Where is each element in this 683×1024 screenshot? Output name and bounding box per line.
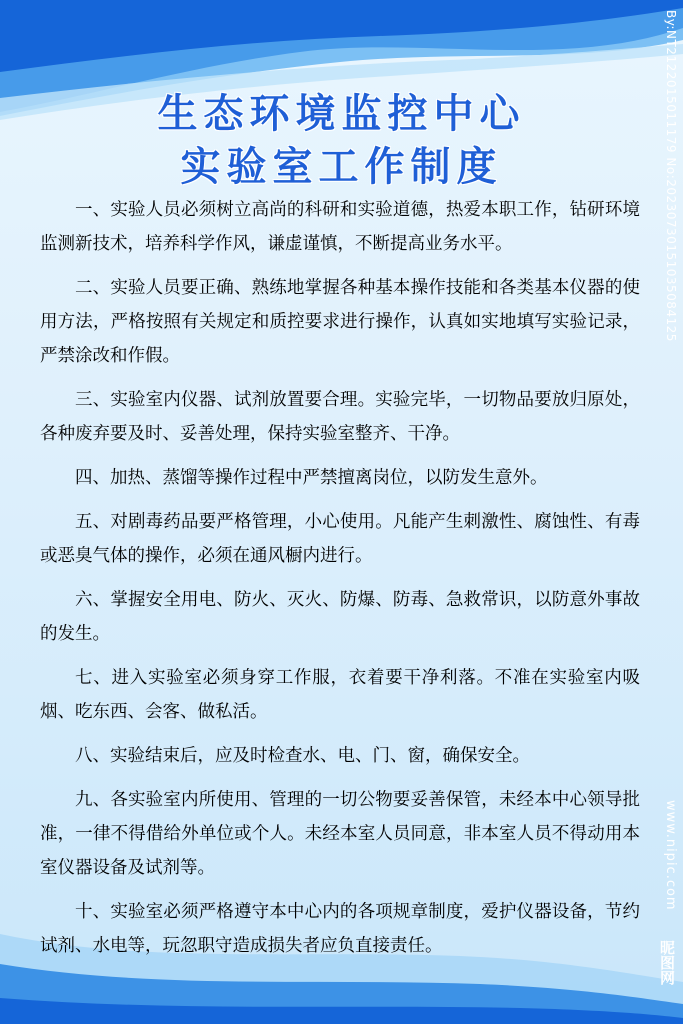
watermark-strip — [659, 0, 681, 1024]
watermark-logo: 昵图网 — [658, 940, 676, 985]
page-title-line-1: 生态环境监控中心 — [157, 91, 526, 137]
clause-6: 六、掌握安全用电、防火、灭火、防爆、防毒、急救常识，以防意外事故的发生。 — [40, 590, 640, 644]
rules-body — [40, 193, 640, 973]
clause-3: 三、实验室内仪器、试剂放置要合理。实验完毕，一切物品要放归原处，各种废弃要及时、妥善处理，保持实验室整齐、干净。 — [40, 390, 640, 444]
watermark-site-text: www.nipic.com — [663, 800, 678, 911]
watermark-id-text: By:NT2122015011179 No:20230730151035084125 — [664, 10, 678, 342]
clause-7: 七、进入实验室必须身穿工作服，衣着要干净利落。不准在实验室内吸烟、吃东西、会客、做私活。 — [40, 668, 640, 722]
clause-10: 十、实验室必须严格遵守本中心内的各项规章制度，爱护仪器设备，节约试剂、水电等，玩忽职守造成损失者应负直接责任。 — [40, 902, 640, 956]
clause-2: 二、实验人员要正确、熟练地掌握各种基本操作技能和各类基本仪器的使用方法，严格按照有关规定和质控要求进行操作，认真如实地填写实验记录，严禁涂改和作假。 — [40, 278, 640, 366]
clause-4: 四、加热、蒸馏等操作过程中严禁擅离岗位，以防发生意外。 — [75, 468, 548, 488]
clause-1: 一、实验人员必须树立高尚的科研和实验道德，热爱本职工作，钻研环境监测新技术，培养科学作风，谦虚谨慎，不断提高业务水平。 — [40, 200, 640, 254]
clause-9: 九、各实验室内所使用、管理的一切公物要妥善保管，未经本中心领导批准，一律不得借给外单位或个人。未经本室人员同意，非本室人员不得动用本室仪器设备及试剂等。 — [40, 790, 640, 878]
page-title-line-2: 实验室工作制度 — [180, 144, 503, 190]
clause-8: 八、实验结束后，应及时检查水、电、门、窗，确保安全。 — [75, 746, 530, 766]
clause-5: 五、对剧毒药品要严格管理，小心使用。凡能产生刺激性、腐蚀性、有毒或恶臭气体的操作，必须在通风橱内进行。 — [40, 512, 640, 566]
